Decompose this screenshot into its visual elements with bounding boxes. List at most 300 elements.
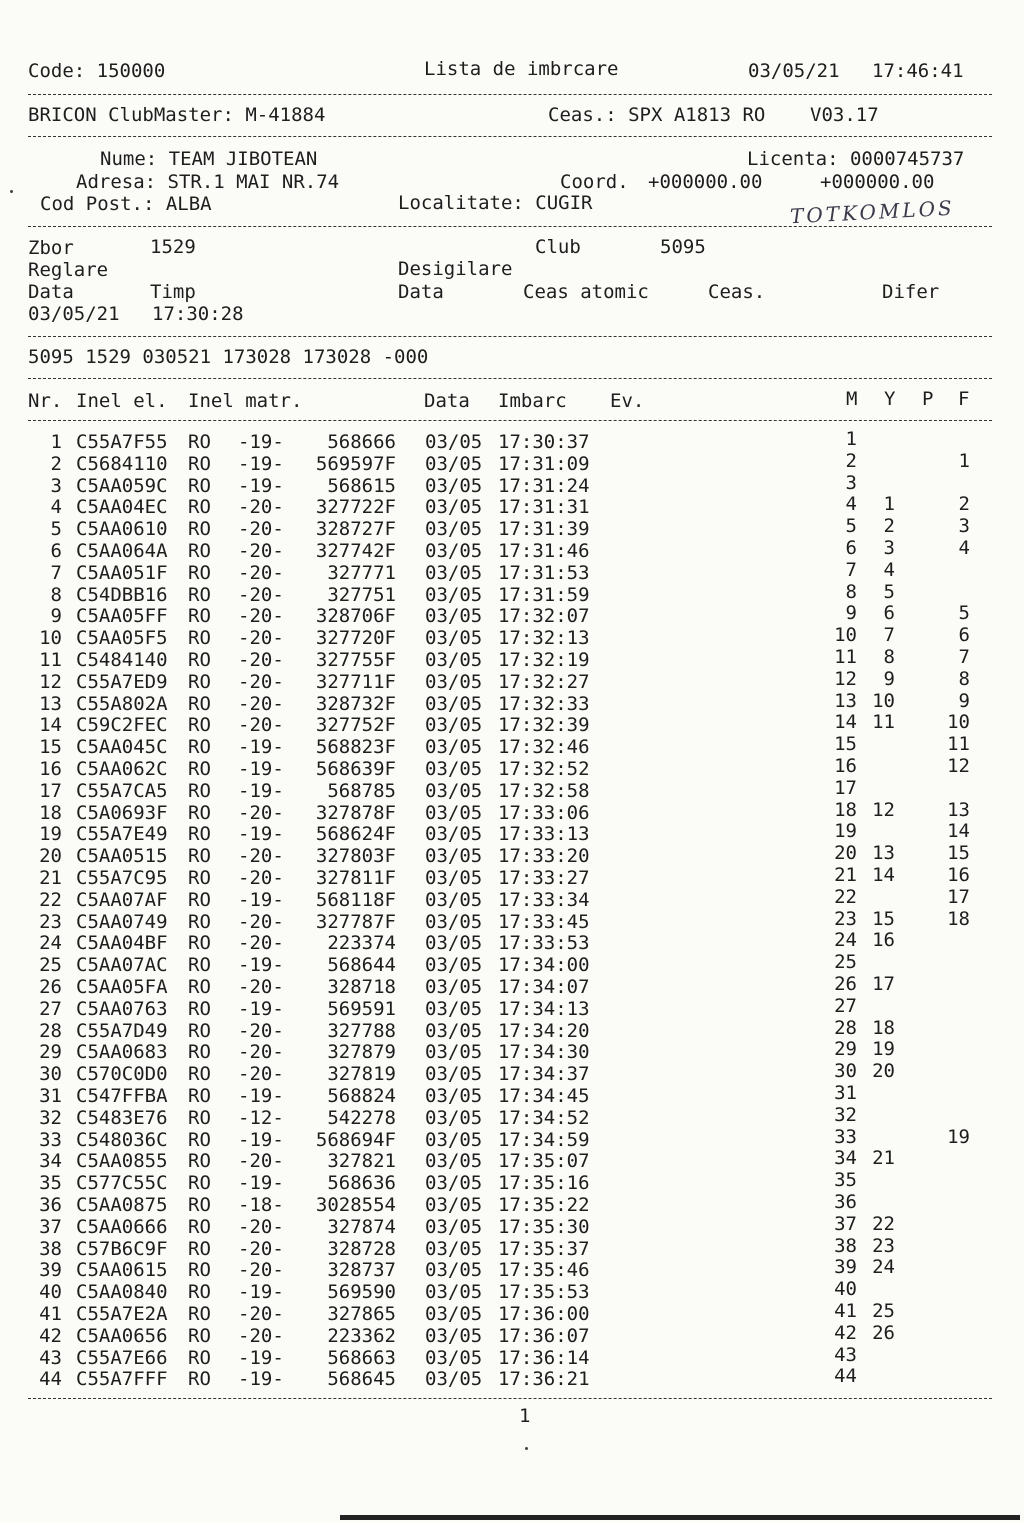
row-ring-electronic: C5AA05F5 (76, 627, 168, 650)
row-date: 03/05 (425, 605, 483, 628)
row-time: 17:32:27 (498, 670, 590, 693)
row-y: 21 (872, 1147, 895, 1170)
column-data: Data (424, 390, 470, 412)
row-nr: 2 (50, 452, 62, 475)
row-date: 03/05 (425, 997, 483, 1020)
row-year: -19- (238, 758, 284, 780)
row-nr: 13 (39, 692, 62, 715)
row-date: 03/05 (425, 1063, 483, 1086)
row-ring-number: 568823F (315, 736, 396, 759)
row-country: RO (188, 561, 211, 584)
row-m: 27 (834, 994, 857, 1017)
row-ring-number: 328718 (327, 976, 396, 998)
row-year: -20- (238, 867, 284, 889)
row-country: RO (188, 736, 211, 759)
date-label: Data (28, 281, 74, 303)
row-time: 17:32:07 (498, 605, 590, 628)
row-ring-number: 327821 (327, 1150, 396, 1173)
row-m: 4 (845, 493, 857, 516)
column-imbarc: Imbarc (498, 390, 567, 412)
row-m: 3 (845, 471, 857, 494)
club-number: 5095 (660, 236, 706, 258)
row-country: RO (188, 583, 211, 606)
row-ring-number: 542278 (327, 1106, 396, 1129)
row-f: 5 (958, 602, 970, 625)
column-y: Y (884, 388, 896, 410)
row-f: 10 (947, 711, 970, 734)
row-country: RO (188, 1106, 211, 1129)
row-ring-electronic: C5AA0875 (76, 1194, 168, 1216)
row-nr: 32 (39, 1106, 62, 1129)
row-year: -19- (238, 474, 284, 497)
row-date: 03/05 (425, 823, 483, 846)
row-m: 25 (834, 951, 857, 974)
row-date: 03/05 (425, 1237, 483, 1260)
row-ring-electronic: C5AA0666 (76, 1215, 168, 1238)
owner-address: Adresa: STR.1 MAI NR.74 (76, 171, 340, 193)
row-ring-electronic: C57B6C9F (76, 1237, 168, 1260)
row-year: -19- (238, 1281, 284, 1304)
row-date: 03/05 (425, 670, 483, 693)
column-ev: Ev. (610, 390, 645, 412)
row-ring-number: 223374 (327, 932, 396, 955)
row-year: -19- (238, 779, 284, 802)
row-nr: 40 (39, 1281, 62, 1304)
row-y: 9 (883, 667, 895, 690)
row-time: 17:31:46 (498, 540, 590, 562)
row-nr: 21 (39, 867, 62, 889)
row-time: 17:31:31 (498, 496, 590, 519)
row-ring-number: 328706F (315, 605, 396, 628)
row-country: RO (188, 932, 211, 955)
row-ring-electronic: C54DBB16 (76, 583, 168, 606)
row-ring-number: 327819 (327, 1063, 396, 1086)
row-year: -20- (238, 1063, 284, 1086)
row-ring-electronic: C5AA07AF (76, 888, 168, 911)
column-m: M (846, 388, 858, 410)
row-year: -19- (238, 1346, 284, 1369)
row-y: 5 (883, 580, 895, 603)
row-date: 03/05 (425, 1303, 483, 1325)
row-year: -20- (238, 1019, 284, 1042)
row-date: 03/05 (425, 540, 483, 562)
row-y: 23 (872, 1234, 895, 1257)
row-ring-number: 223362 (327, 1324, 396, 1347)
system-label: BRICON ClubMaster: M-41884 (28, 104, 326, 126)
row-date: 03/05 (425, 561, 483, 584)
row-ring-number: 328737 (327, 1259, 396, 1282)
row-time: 17:34:59 (498, 1128, 590, 1151)
row-nr: 4 (50, 496, 62, 519)
row-year: -20- (238, 1237, 284, 1260)
row-country: RO (188, 714, 211, 737)
row-y: 20 (872, 1060, 895, 1083)
row-y: 6 (883, 602, 895, 625)
row-m: 8 (845, 580, 857, 603)
row-year: -18- (238, 1194, 284, 1216)
column-p: P (922, 388, 934, 410)
row-date: 03/05 (425, 692, 483, 715)
row-year: -20- (238, 561, 284, 584)
row-ring-number: 568118F (315, 888, 396, 911)
row-nr: 10 (39, 627, 62, 650)
row-time: 17:33:53 (498, 932, 590, 955)
row-date: 03/05 (425, 758, 483, 780)
row-country: RO (188, 431, 211, 453)
row-ring-number: 568644 (327, 954, 396, 977)
row-y: 19 (872, 1038, 895, 1061)
row-date: 03/05 (425, 1150, 483, 1173)
row-date: 03/05 (425, 1194, 483, 1216)
row-date: 03/05 (425, 1368, 483, 1391)
row-nr: 30 (39, 1063, 62, 1086)
row-ring-number: 568785 (327, 779, 396, 802)
row-nr: 12 (39, 670, 62, 693)
row-f: 17 (947, 885, 970, 908)
row-time: 17:32:58 (498, 779, 590, 802)
row-f: 13 (947, 798, 970, 821)
row-country: RO (188, 845, 211, 868)
row-country: RO (188, 1281, 211, 1304)
row-ring-number: 327722F (315, 496, 396, 519)
row-ring-electronic: C5684110 (76, 452, 168, 475)
row-ring-number: 3028554 (315, 1194, 396, 1216)
adjust-label: Reglare (28, 259, 109, 281)
row-ring-number: 328732F (315, 692, 396, 715)
postal-code: Cod Post.: ALBA (40, 193, 212, 215)
divider (28, 226, 992, 227)
row-ring-electronic: C5AA0763 (76, 997, 168, 1020)
row-nr: 37 (39, 1215, 62, 1238)
row-year: -20- (238, 605, 284, 628)
row-year: -19- (238, 736, 284, 759)
row-time: 17:34:00 (498, 954, 590, 977)
row-time: 17:32:46 (498, 736, 590, 759)
row-nr: 29 (39, 1041, 62, 1064)
row-ring-electronic: C55A7E66 (76, 1346, 168, 1369)
row-time: 17:32:19 (498, 649, 590, 671)
row-nr: 42 (39, 1324, 62, 1347)
row-time: 17:33:06 (498, 801, 590, 824)
row-y: 25 (872, 1300, 895, 1322)
row-country: RO (188, 1303, 211, 1325)
club-label: Club (535, 236, 581, 258)
row-y: 10 (872, 689, 895, 712)
row-nr: 31 (39, 1085, 62, 1107)
print-time: 17:46:41 (872, 60, 964, 82)
row-f: 6 (958, 624, 970, 647)
row-year: -19- (238, 1368, 284, 1391)
row-time: 17:36:00 (498, 1303, 590, 1325)
row-ring-number: 327879 (327, 1041, 396, 1064)
row-date: 03/05 (425, 932, 483, 955)
row-year: -20- (238, 910, 284, 933)
row-country: RO (188, 1063, 211, 1086)
row-ring-number: 328728 (327, 1237, 396, 1260)
row-date: 03/05 (425, 736, 483, 759)
row-year: -19- (238, 1172, 284, 1195)
row-country: RO (188, 910, 211, 933)
row-date: 03/05 (425, 496, 483, 519)
row-nr: 7 (50, 561, 62, 584)
row-nr: 41 (39, 1303, 62, 1325)
row-m: 17 (834, 776, 857, 799)
flight-number: 1529 (150, 236, 196, 258)
speck (525, 1447, 528, 1450)
row-country: RO (188, 1019, 211, 1042)
row-time: 17:36:21 (498, 1368, 590, 1391)
row-ring-electronic: C55A7E2A (76, 1303, 168, 1325)
row-f: 7 (958, 646, 970, 668)
row-country: RO (188, 1172, 211, 1195)
row-time: 17:34:45 (498, 1085, 590, 1107)
row-ring-number: 568636 (327, 1172, 396, 1195)
divider (28, 336, 992, 337)
row-date: 03/05 (425, 1085, 483, 1107)
page-number: 1 (519, 1405, 531, 1427)
row-m: 39 (834, 1256, 857, 1279)
row-year: -20- (238, 1150, 284, 1173)
row-year: -20- (238, 583, 284, 606)
summary-line: 5095 1529 030521 173028 173028 -000 (28, 346, 429, 368)
row-y: 7 (883, 624, 895, 647)
row-m: 15 (834, 733, 857, 756)
row-nr: 3 (50, 474, 62, 497)
row-nr: 14 (39, 714, 62, 737)
row-ring-electronic: C5AA07AC (76, 954, 168, 977)
row-date: 03/05 (425, 954, 483, 977)
row-y: 16 (872, 929, 895, 952)
row-ring-number: 568824 (327, 1085, 396, 1107)
row-y: 3 (883, 537, 895, 559)
row-country: RO (188, 1259, 211, 1282)
row-time: 17:36:07 (498, 1324, 590, 1347)
row-time: 17:34:13 (498, 997, 590, 1020)
row-f: 4 (958, 537, 970, 559)
row-country: RO (188, 1368, 211, 1391)
row-year: -19- (238, 997, 284, 1020)
row-m: 9 (845, 602, 857, 625)
row-m: 29 (834, 1038, 857, 1061)
divider (28, 136, 992, 137)
row-nr: 22 (39, 888, 62, 911)
row-time: 17:35:22 (498, 1194, 590, 1216)
row-ring-number: 568663 (327, 1346, 396, 1369)
row-m: 24 (834, 929, 857, 952)
row-m: 18 (834, 798, 857, 821)
divider (28, 1398, 992, 1399)
row-m: 43 (834, 1343, 857, 1366)
row-year: -20- (238, 496, 284, 519)
row-ring-electronic: C55A7E49 (76, 823, 168, 846)
row-y: 13 (872, 842, 895, 865)
row-ring-electronic: C5AA0683 (76, 1041, 168, 1064)
row-year: -20- (238, 518, 284, 541)
difference-label: Difer (882, 281, 940, 303)
row-m: 16 (834, 755, 857, 777)
row-ring-electronic: C5AA059C (76, 474, 168, 497)
row-ring-electronic: C55A7FFF (76, 1368, 168, 1391)
row-ring-electronic: C5AA064A (76, 540, 168, 562)
column-nr: Nr. (28, 390, 63, 412)
row-country: RO (188, 954, 211, 977)
row-nr: 19 (39, 823, 62, 846)
unseal-label: Desigilare (398, 258, 513, 280)
row-ring-electronic: C5AA0749 (76, 910, 168, 933)
row-time: 17:34:20 (498, 1019, 590, 1042)
row-time: 17:33:13 (498, 823, 590, 846)
row-ring-electronic: C55A802A (76, 692, 168, 715)
row-time: 17:33:20 (498, 845, 590, 868)
row-time: 17:32:39 (498, 714, 590, 737)
row-ring-electronic: C5AA0656 (76, 1324, 168, 1347)
row-nr: 33 (39, 1128, 62, 1151)
row-f: 1 (958, 449, 970, 472)
row-date: 03/05 (425, 779, 483, 802)
row-ring-electronic: C5AA05FF (76, 605, 168, 628)
row-y: 15 (872, 907, 895, 930)
row-f: 2 (958, 493, 970, 516)
row-m: 38 (834, 1234, 857, 1257)
row-ring-number: 568694F (315, 1128, 396, 1151)
row-ring-electronic: C5AA045C (76, 736, 168, 759)
row-f: 18 (947, 907, 970, 930)
row-ring-electronic: C55A7CA5 (76, 779, 168, 802)
column-inel-matr: Inel matr. (188, 390, 303, 412)
row-ring-electronic: C55A7D49 (76, 1019, 168, 1042)
row-time: 17:34:37 (498, 1063, 590, 1086)
row-country: RO (188, 801, 211, 824)
row-ring-number: 327803F (315, 845, 396, 868)
row-country: RO (188, 1324, 211, 1347)
row-y: 1 (883, 493, 895, 516)
row-m: 36 (834, 1191, 857, 1213)
row-country: RO (188, 452, 211, 475)
row-nr: 39 (39, 1259, 62, 1282)
row-date: 03/05 (425, 714, 483, 737)
row-m: 26 (834, 973, 857, 995)
row-ring-electronic: C5AA0515 (76, 845, 168, 868)
row-year: -20- (238, 845, 284, 868)
row-year: -19- (238, 888, 284, 911)
row-date: 03/05 (425, 452, 483, 475)
row-country: RO (188, 474, 211, 497)
row-m: 19 (834, 820, 857, 843)
row-country: RO (188, 518, 211, 541)
adjust-time: 17:30:28 (152, 303, 244, 325)
row-nr: 25 (39, 954, 62, 977)
row-m: 5 (845, 515, 857, 538)
owner-name: Nume: TEAM JIBOTEAN (100, 148, 318, 170)
row-time: 17:31:24 (498, 474, 590, 497)
atomic-clock-label: Ceas atomic (523, 281, 649, 303)
row-y: 12 (872, 798, 895, 821)
row-country: RO (188, 540, 211, 562)
row-ring-number: 327865 (327, 1303, 396, 1325)
row-year: -19- (238, 452, 284, 475)
row-date: 03/05 (425, 1324, 483, 1347)
row-country: RO (188, 867, 211, 889)
row-m: 20 (834, 842, 857, 865)
row-date: 03/05 (425, 431, 483, 453)
row-ring-electronic: C5AA05FA (76, 976, 168, 998)
row-f: 16 (947, 864, 970, 886)
row-country: RO (188, 888, 211, 911)
row-f: 9 (958, 689, 970, 712)
row-year: -20- (238, 649, 284, 671)
row-m: 32 (834, 1103, 857, 1126)
row-country: RO (188, 1237, 211, 1260)
row-ring-electronic: C5A0693F (76, 801, 168, 824)
row-year: -12- (238, 1106, 284, 1129)
row-nr: 23 (39, 910, 62, 933)
row-ring-number: 327711F (315, 670, 396, 693)
row-country: RO (188, 997, 211, 1020)
row-m: 41 (834, 1300, 857, 1322)
row-country: RO (188, 670, 211, 693)
row-year: -19- (238, 1128, 284, 1151)
column-f: F (958, 388, 970, 410)
row-ring-number: 568624F (315, 823, 396, 846)
row-f: 14 (947, 820, 970, 843)
row-time: 17:32:13 (498, 627, 590, 650)
row-ring-number: 568639F (315, 758, 396, 780)
row-ring-number: 327771 (327, 561, 396, 584)
row-date: 03/05 (425, 888, 483, 911)
row-ring-number: 327742F (315, 540, 396, 562)
row-year: -20- (238, 692, 284, 715)
row-nr: 44 (39, 1368, 62, 1391)
row-m: 2 (845, 449, 857, 472)
row-time: 17:35:46 (498, 1259, 590, 1282)
row-y: 17 (872, 973, 895, 995)
row-y: 18 (872, 1016, 895, 1039)
row-nr: 18 (39, 801, 62, 824)
clock-label: Ceas.: SPX A1813 RO (548, 104, 766, 126)
version-label: V03.17 (810, 104, 879, 126)
row-country: RO (188, 1346, 211, 1369)
row-ring-electronic: C5483E76 (76, 1106, 168, 1129)
row-date: 03/05 (425, 649, 483, 671)
print-date: 03/05/21 (748, 60, 840, 82)
row-m: 13 (834, 689, 857, 712)
coord-label: Coord. (560, 171, 629, 193)
row-date: 03/05 (425, 1019, 483, 1042)
row-nr: 9 (50, 605, 62, 628)
row-y: 11 (872, 711, 895, 734)
row-year: -20- (238, 1259, 284, 1282)
row-date: 03/05 (425, 1281, 483, 1304)
row-year: -19- (238, 1085, 284, 1107)
row-time: 17:34:30 (498, 1041, 590, 1064)
row-year: -20- (238, 627, 284, 650)
row-country: RO (188, 1215, 211, 1238)
row-country: RO (188, 1085, 211, 1107)
adjust-date: 03/05/21 (28, 303, 120, 325)
row-nr: 38 (39, 1237, 62, 1260)
row-ring-number: 569597F (315, 452, 396, 475)
row-time: 17:31:09 (498, 452, 590, 475)
row-time: 17:30:37 (498, 431, 590, 453)
row-ring-number: 327720F (315, 627, 396, 650)
row-ring-number: 568615 (327, 474, 396, 497)
row-m: 37 (834, 1212, 857, 1235)
row-f: 3 (958, 515, 970, 538)
row-m: 7 (845, 558, 857, 581)
clock-column-label: Ceas. (708, 281, 766, 303)
row-nr: 34 (39, 1150, 62, 1173)
row-time: 17:32:52 (498, 758, 590, 780)
